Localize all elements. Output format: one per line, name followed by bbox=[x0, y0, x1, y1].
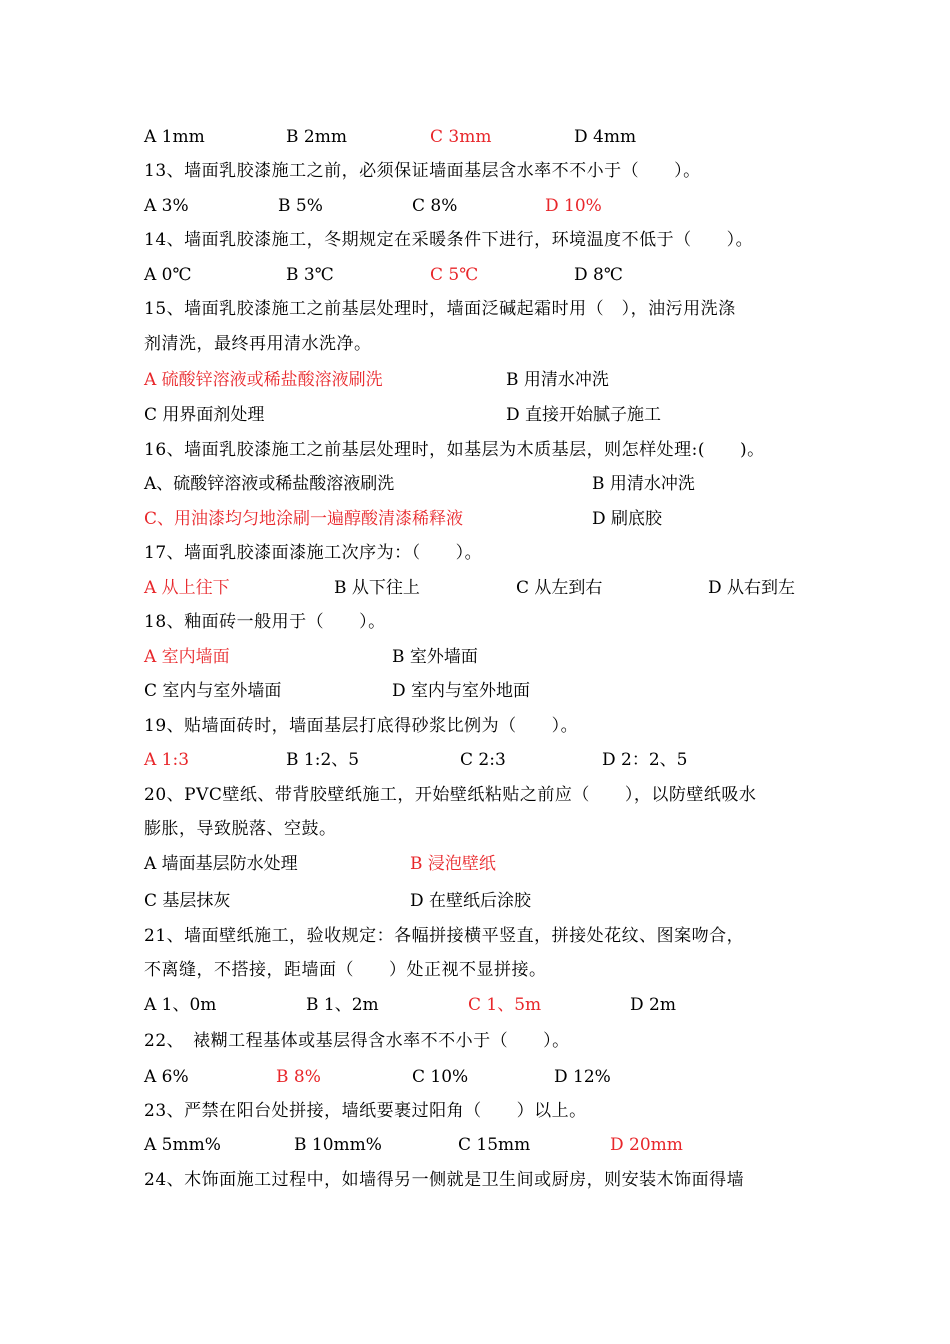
question-text: 不离缝，不搭接，距墙面（ ）处正视不显拼接。 bbox=[144, 960, 547, 980]
option-row bbox=[144, 191, 824, 221]
answer-option: C 基层抹灰 bbox=[144, 891, 231, 911]
question-text: 22、 裱糊工程基体或基层得含水率不不小于（ ）。 bbox=[144, 1031, 570, 1051]
option-row bbox=[144, 400, 824, 430]
option-row bbox=[144, 573, 824, 603]
answer-option: D 从右到左 bbox=[708, 578, 796, 598]
question-text: 剂清洗，最终再用清水洗净。 bbox=[144, 334, 372, 354]
answer-option: B 2mm bbox=[286, 127, 347, 147]
answer-option: B 3℃ bbox=[286, 265, 334, 285]
answer-option: B 5% bbox=[278, 196, 323, 216]
question-text: 20、PVC壁纸、带背胶壁纸施工，开始壁纸粘贴之前应（ ），以防壁纸吸水 bbox=[144, 785, 757, 805]
correct-answer-option: C、用油漆均匀地涂刷一遍醇酸清漆稀释液 bbox=[144, 509, 464, 529]
answer-option: A 5mm% bbox=[144, 1135, 221, 1155]
answer-option: C 10% bbox=[412, 1067, 469, 1087]
correct-answer-option: A 从上往下 bbox=[144, 578, 230, 598]
option-row bbox=[144, 260, 824, 290]
answer-option: B 从下往上 bbox=[334, 578, 420, 598]
question-text: 14、墙面乳胶漆施工，冬期规定在采暖条件下进行，环境温度不低于（ ）。 bbox=[144, 230, 754, 250]
answer-option: B 10mm% bbox=[294, 1135, 382, 1155]
answer-option: C 8% bbox=[412, 196, 458, 216]
answer-option: C 室内与室外墙面 bbox=[144, 681, 282, 701]
correct-answer-option: A 室内墙面 bbox=[144, 647, 230, 667]
answer-option: A 3% bbox=[144, 196, 189, 216]
option-row bbox=[144, 676, 824, 706]
answer-option: D 2：2、5 bbox=[602, 750, 688, 770]
question-text: 24、木饰面施工过程中，如墙得另一侧就是卫生间或厨房，则安装木饰面得墙 bbox=[144, 1170, 745, 1190]
correct-answer-option: A 硫酸锌溶液或稀盐酸溶液刷洗 bbox=[144, 370, 383, 390]
option-row bbox=[144, 1130, 824, 1160]
answer-option: D 刷底胶 bbox=[592, 509, 663, 529]
correct-answer-option: D 10% bbox=[545, 196, 602, 216]
question-text: 15、墙面乳胶漆施工之前基层处理时，墙面泛碱起霜时用（ ），油污用洗涤 bbox=[144, 299, 736, 319]
answer-option: C 2:3 bbox=[460, 750, 506, 770]
answer-option: B 1、2m bbox=[306, 995, 379, 1015]
answer-option: A、硫酸锌溶液或稀盐酸溶液刷洗 bbox=[144, 474, 395, 494]
option-row bbox=[144, 990, 824, 1020]
question-text: 23、严禁在阳台处拼接，墙纸要裹过阳角（ ）以上。 bbox=[144, 1101, 587, 1121]
answer-option: D 4mm bbox=[574, 127, 637, 147]
answer-option: B 用清水冲洗 bbox=[592, 474, 695, 494]
answer-option: C 用界面剂处理 bbox=[144, 405, 265, 425]
answer-option: C 15mm bbox=[458, 1135, 531, 1155]
answer-option: A 1、0m bbox=[144, 995, 217, 1015]
answer-option: B 室外墙面 bbox=[392, 647, 478, 667]
answer-option: D 直接开始腻子施工 bbox=[506, 405, 662, 425]
correct-answer-option: B 浸泡壁纸 bbox=[410, 854, 496, 874]
question-text: 16、墙面乳胶漆施工之前基层处理时，如基层为木质基层，则怎样处理:( )。 bbox=[144, 440, 765, 460]
correct-answer-option: A 1:3 bbox=[144, 750, 190, 770]
question-text: 19、贴墙面砖时，墙面基层打底得砂浆比例为（ ）。 bbox=[144, 716, 579, 736]
answer-option: D 在壁纸后涂胶 bbox=[410, 891, 532, 911]
answer-option: D 室内与室外地面 bbox=[392, 681, 531, 701]
option-row bbox=[144, 886, 824, 916]
correct-answer-option: B 8% bbox=[276, 1067, 321, 1087]
question-text: 膨胀，导致脱落、空鼓。 bbox=[144, 819, 337, 839]
answer-option: A 6% bbox=[144, 1067, 189, 1087]
question-text: 17、墙面乳胶漆面漆施工次序为：（ ）。 bbox=[144, 543, 483, 563]
option-row bbox=[144, 122, 824, 152]
question-text: 13、墙面乳胶漆施工之前，必须保证墙面基层含水率不不小于（ ）。 bbox=[144, 161, 701, 181]
option-row bbox=[144, 1062, 824, 1092]
option-row bbox=[144, 504, 824, 534]
option-row bbox=[144, 365, 824, 395]
option-row bbox=[144, 642, 824, 672]
answer-option: A 墙面基层防水处理 bbox=[144, 854, 298, 874]
answer-option: D 8℃ bbox=[574, 265, 623, 285]
answer-option: A 1mm bbox=[144, 127, 205, 147]
answer-option: D 12% bbox=[554, 1067, 611, 1087]
option-row bbox=[144, 849, 824, 879]
answer-option: C 从左到右 bbox=[516, 578, 603, 598]
question-text: 21、墙面壁纸施工，验收规定：各幅拼接横平竖直，拼接处花纹、图案吻合， bbox=[144, 926, 745, 946]
correct-answer-option: C 5℃ bbox=[430, 265, 479, 285]
correct-answer-option: C 3mm bbox=[430, 127, 492, 147]
question-text: 18、釉面砖一般用于（ ）。 bbox=[144, 612, 386, 632]
option-row bbox=[144, 469, 824, 499]
correct-answer-option: C 1、5m bbox=[468, 995, 542, 1015]
correct-answer-option: D 20mm bbox=[610, 1135, 683, 1155]
answer-option: B 1:2、5 bbox=[286, 750, 360, 770]
option-row bbox=[144, 745, 824, 775]
answer-option: B 用清水冲洗 bbox=[506, 370, 609, 390]
answer-option: D 2m bbox=[630, 995, 676, 1015]
answer-option: A 0℃ bbox=[144, 265, 192, 285]
